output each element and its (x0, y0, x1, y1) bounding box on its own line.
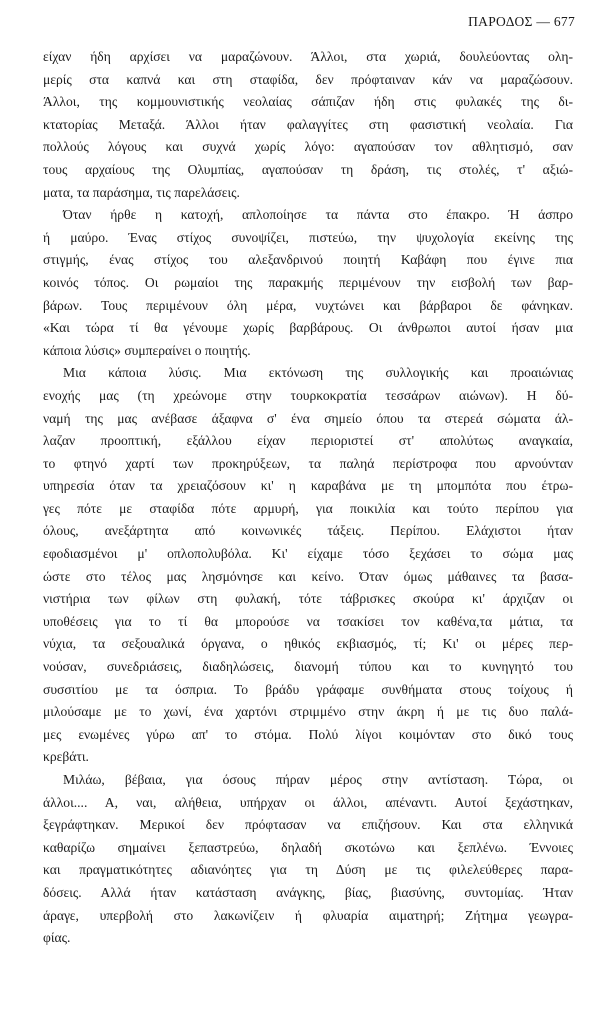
text-line: ή μαύρο. Ένας στίχος συνοψίζει, πιστεύω, την ψυχολογία εκείνης της (43, 229, 573, 245)
text-line: στιγμής, ένας στίχος του αλεξανδρινού ποιητή Καβάφη που έγινε πια (43, 252, 573, 268)
text-line: υπηρεσία όταν τα χρειαζόσουν κι' η καραβάνα με τη μπομπότα που έτρω- (43, 478, 573, 494)
text-line: μερίς στα καπνά και στη σταφίδα, δεν πρόφταιναν κάν να μαραζώσουν. (43, 71, 573, 87)
text-line: δόσεις. Αλλά ήταν κατάσταση ανάγκης, βίας, βιασύνης, συντομίας. Ήταν (43, 884, 573, 900)
text-line: τους αρχαίους της Ολυμπίας, αγαπούσαν τη δράση, τις στολές, τ' αξιώ- (43, 161, 573, 177)
text-line: λαζαν προοπτική, εξάλλου είχαν περιοριστεί στ' απολύτως αναγκαία, (43, 433, 573, 449)
text-line: ενοχής μας (τη χρεώνομε στην τουρκοκρατία τεσσάρων αιώνων). Η δύ- (43, 387, 573, 403)
text-line: το φτηνό χαρτί των προκηρύξεων, τα παληά περίστροφα που αρνούνταν (43, 455, 573, 471)
text-line: κοινός τόπος. Οι ρωμαίοι της παρακμής περιμένουν την εισβολή των βαρ- (43, 274, 573, 290)
text-line: ξεγράφτηκαν. Μερικοί δεν πρόφτασαν να επιζήσουν. Και στα ελληνικά (43, 817, 573, 833)
text-line: άλλοι.... Α, ναι, αλήθεια, υπήρχαν οι άλλοι, απέναντι. Αυτοί ξεχάστηκαν, (43, 794, 573, 810)
running-head: ΠΑΡΟΔΟΣ — 677 (468, 14, 575, 29)
text-line: ναμή της μας ανέβασε άξαφνα σ' ένα σημείο όπου τα στερεά σώματα άλ- (43, 410, 573, 426)
text-line: Άλλοι, της κομμουνιστικής νεολαίας σάπιζαν ήδη στις φυλακές της δι- (43, 94, 573, 110)
text-line: άραγε, υπερβολή στο λακωνίζειν ή φλυαρία αιματηρή; Ζήτημα γεωγρα- (43, 907, 573, 923)
text-line: και πραγματικότητες αδιανόητες για τη Δύση με τις φιλελεύθερες παρα- (43, 862, 573, 878)
text-line: Μιλάω, βέβαια, για όσους πήραν μέρος στην αντίσταση. Τώρα, οι (63, 772, 573, 787)
text-line: μιλούσαμε με το χωνί, ένα χαρτόνι στριμμένο στην άκρη ή με τις δυο παλά- (43, 704, 573, 720)
text-line: είχαν ήδη αρχίσει να μαραζώνουν. Άλλοι, στα χωριά, δουλεύοντας ολη- (43, 49, 573, 64)
text-line: Μια κάποια λύσις. Μια εκτόνωση της συλλογικής και προαιώνιας (63, 365, 573, 381)
text-line: πολλούς λόγους και συχνά χωρίς λόγο: αγαπούσαν τον αθλητισμό, σαν (43, 139, 573, 155)
text-line: όλους, ανεξάρτητα από κοινωνικές τάξεις. Περίπου. Ελάχιστοι ήταν (43, 523, 573, 539)
body-text (43, 46, 573, 950)
text-line: Όταν ήρθε η κατοχή, απλοποίησε τα πάντα στο έπακρο. Ή άσπρο (63, 207, 573, 223)
text-line: κάποια λύσις» συμπεραίνει ο ποιητής. (43, 342, 251, 358)
text-line: κτατορίας Μεταξά. Άλλοι ήταν φαλαγγίτες στη φασιστική νεολαία. Για (43, 116, 573, 132)
text-line: φίας. (43, 930, 71, 946)
text-line: μες ενωμένες γύρω απ' το στόμα. Πολύ λίγοι κοιμόνταν στο δικό τους (43, 726, 573, 742)
text-line: νούσαν, συνεδριάσεις, διαδηλώσεις, διανομή τύπου και το κυνηγητό του (43, 659, 573, 675)
text-line: ματα, τα παράσημα, τις παρελάσεις. (43, 184, 240, 200)
text-line: εφοδιασμένοι μ' οπλοπολυβόλα. Κι' είχαμε τόσο ξεχάσει το σώμα μας (43, 546, 573, 562)
text-line: γες πότε με σταφίδα πότε αρμυρή, για ποικιλία και τούτο περίπου για (43, 500, 573, 516)
text-line: βάρων. Τους περιμένουν όλη μέρα, νυχτώνει και βάρβαροι δε φάνηκαν. (43, 297, 573, 313)
text-line: υποθέσεις για το τί θα μπορούσε να τσακίσει τον καθένα,τα μάτια, τα (43, 613, 573, 629)
text-line: συσσιτίου με τα όσπρια. Το βράδυ γράφαμε συνθήματα στους τοίχους ή (43, 681, 573, 697)
text-line: ώστε στο τέλος μας λησμόνησε και κείνο. Όταν όμως μάθαινες τα βασα- (43, 568, 573, 584)
text-line: νιστήρια των φίλων στη φυλακή, τότε τάβρισκες σκούρα κι' άρχιζαν οι (43, 591, 573, 607)
text-line: «Και τώρα τί θα γένουμε χωρίς βαρβάρους. Οι άνθρωποι αυτοί ήσαν μια (43, 320, 573, 336)
text-line: κρεβάτι. (43, 749, 89, 765)
text-line: καθαρίζω σημαίνει ξεπαστρεύω, δηλαδή σκοτώνω και ξεπλένω. Έννοιες (43, 839, 573, 855)
text-line: νύχια, τα σεξουαλικά όργανα, ο ηθικός εκβιασμός, τί; Κι' οι μέρες περ- (43, 636, 573, 652)
